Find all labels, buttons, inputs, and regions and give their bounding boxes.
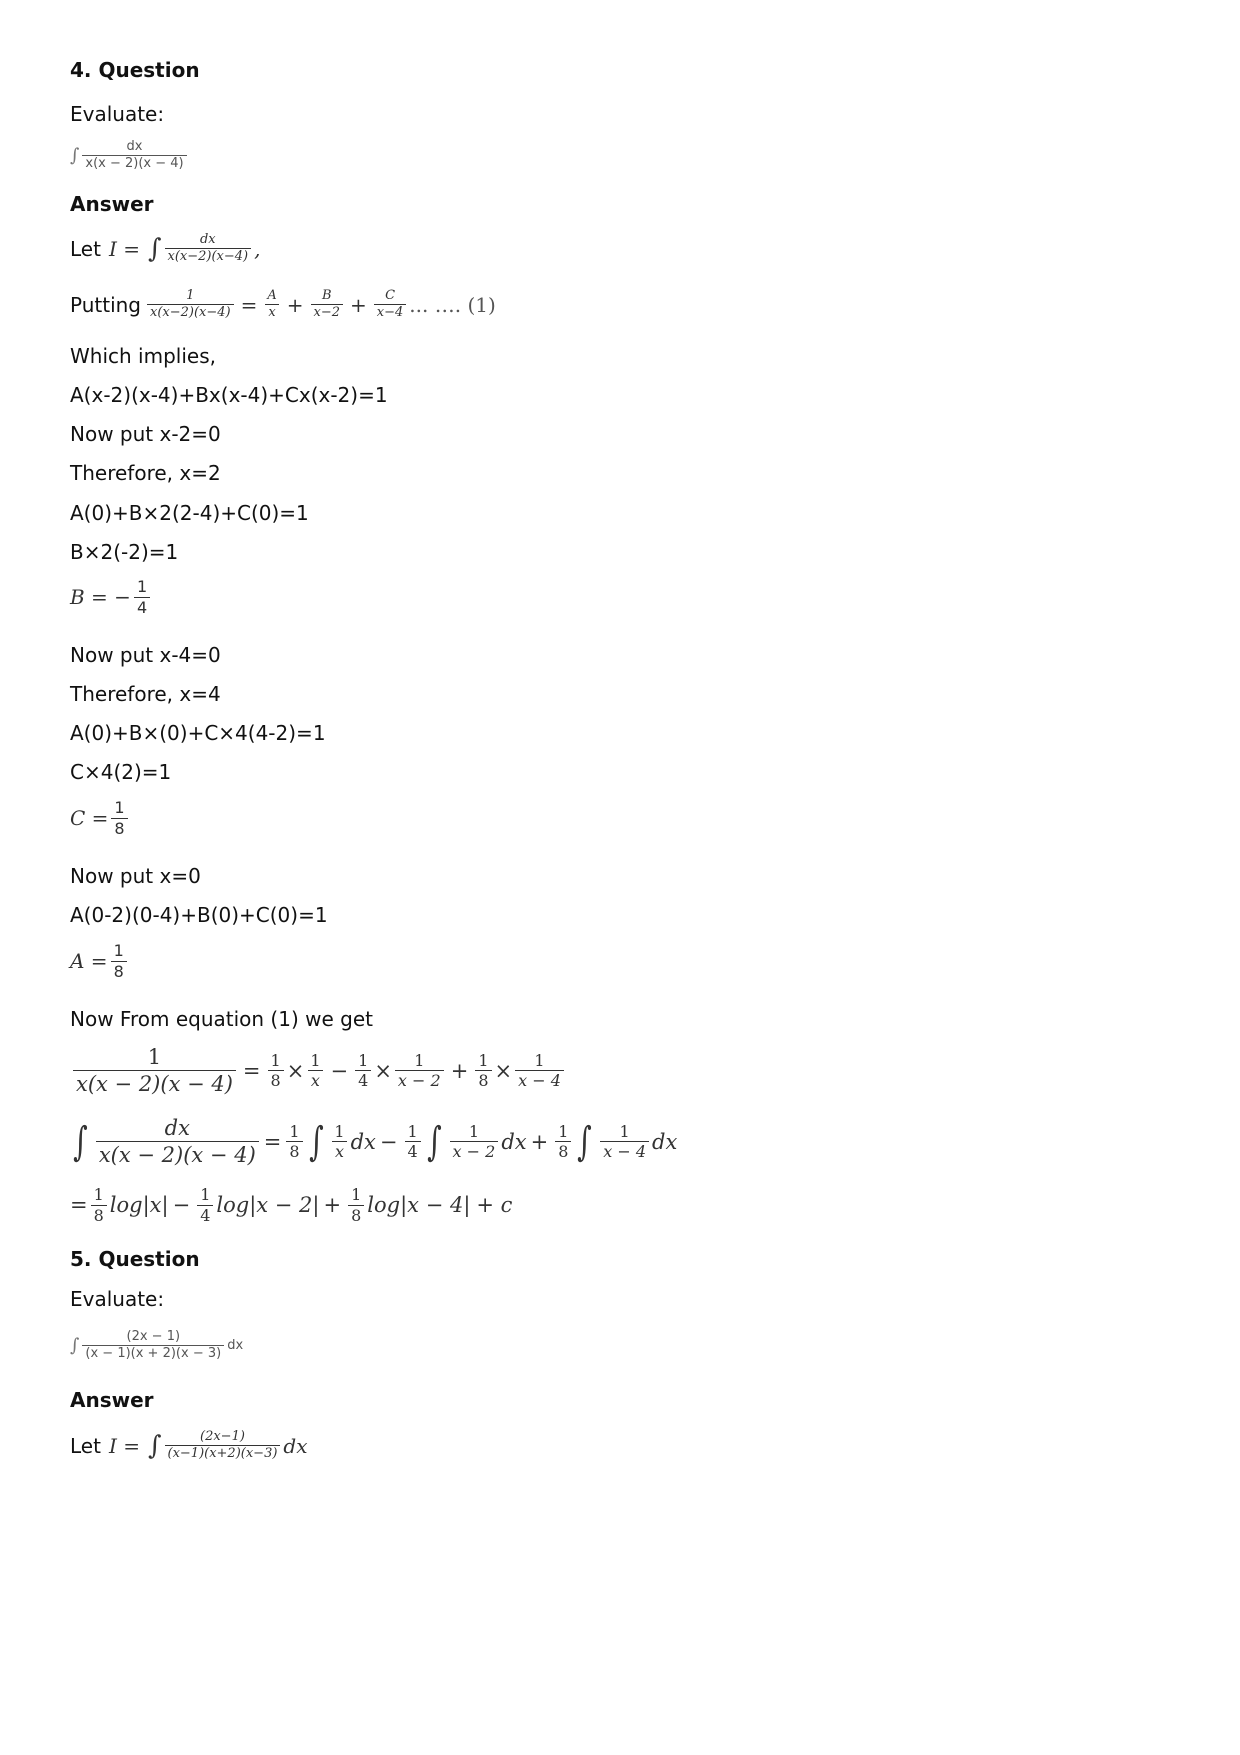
log-term: log|x − 4| bbox=[367, 1193, 471, 1218]
numerator: 1 bbox=[468, 1121, 480, 1141]
numerator: 1 bbox=[93, 1185, 104, 1204]
minus: − bbox=[379, 1130, 398, 1155]
integral-term-1 bbox=[331, 1123, 347, 1162]
numerator: C bbox=[385, 288, 396, 303]
numerator: 1 bbox=[200, 1185, 211, 1204]
numerator: 1 bbox=[186, 288, 195, 303]
denominator: x(x−2)(x−4) bbox=[165, 248, 252, 265]
equation-number: ... …. (1) bbox=[409, 293, 496, 318]
plus: + bbox=[323, 1193, 342, 1218]
therefore-line-2: Therefore, x=4 bbox=[70, 682, 221, 706]
a-lhs: A = bbox=[70, 949, 108, 974]
denominator: x − 2 bbox=[450, 1141, 499, 1161]
equals: = bbox=[70, 1193, 88, 1218]
simplify-line-1: B×2(-2)=1 bbox=[70, 540, 179, 564]
denominator: (x−1)(x+2)(x−3) bbox=[165, 1445, 281, 1462]
q4-putting-line bbox=[70, 289, 496, 321]
substitution-line-3: A(0-2)(0-4)+B(0)+C(0)=1 bbox=[70, 903, 328, 927]
let-lhs: I = bbox=[108, 237, 140, 262]
let-label: Let bbox=[70, 1434, 101, 1459]
plus: + bbox=[286, 293, 304, 318]
let-lhs: I = bbox=[108, 1434, 140, 1459]
denominator: 8 bbox=[111, 961, 127, 981]
b-result bbox=[70, 578, 153, 617]
numerator: 1 bbox=[136, 577, 148, 596]
put-line-1: Now put x-2=0 bbox=[70, 422, 221, 446]
b-lhs: B = − bbox=[70, 585, 131, 610]
integral-sign: ∫ bbox=[70, 145, 80, 167]
therefore-line-1: Therefore, x=2 bbox=[70, 461, 221, 485]
numerator: 1 bbox=[147, 1045, 162, 1069]
numerator: 1 bbox=[310, 1050, 321, 1070]
dx: dx bbox=[283, 1434, 308, 1459]
denominator: x(x − 2)(x − 4) bbox=[82, 155, 186, 172]
fraction-c bbox=[374, 289, 407, 321]
numerator: 1 bbox=[113, 941, 124, 960]
denominator: 8 bbox=[268, 1070, 284, 1090]
integral-term-3 bbox=[600, 1123, 649, 1162]
numerator: 1 bbox=[619, 1121, 630, 1141]
numerator: 1 bbox=[270, 1050, 281, 1070]
integral-sign: ∫ bbox=[577, 1119, 593, 1166]
numerator: (2x − 1) bbox=[126, 1329, 181, 1344]
integral-sign: ∫ bbox=[147, 1431, 162, 1462]
dx: dx bbox=[227, 1338, 244, 1354]
equals: = bbox=[263, 1130, 282, 1155]
equals: = bbox=[242, 1059, 261, 1084]
fraction-a bbox=[264, 289, 279, 321]
integral-equation bbox=[70, 1117, 677, 1167]
question-4-heading: 4. Question bbox=[70, 58, 200, 82]
times: × bbox=[286, 1059, 305, 1084]
numerator: 1 bbox=[414, 1050, 425, 1070]
numerator: 1 bbox=[558, 1121, 569, 1141]
denominator: 8 bbox=[111, 818, 127, 838]
final-result bbox=[70, 1186, 512, 1225]
numerator: 1 bbox=[407, 1121, 418, 1141]
b-fraction bbox=[134, 578, 150, 617]
denominator: 8 bbox=[348, 1205, 364, 1225]
put-line-2: Now put x-4=0 bbox=[70, 643, 221, 667]
integral-sign: ∫ bbox=[308, 1119, 324, 1166]
q4-integrand-fraction bbox=[82, 140, 186, 172]
q5-answer-heading: Answer bbox=[70, 1388, 154, 1412]
result-coef-3 bbox=[348, 1186, 364, 1225]
denominator: 4 bbox=[355, 1070, 371, 1090]
integral-sign: ∫ bbox=[147, 234, 162, 265]
integral-lhs bbox=[96, 1117, 259, 1167]
integral-sign: ∫ bbox=[426, 1119, 442, 1166]
denominator: x bbox=[308, 1070, 323, 1090]
identity-line: A(x-2)(x-4)+Bx(x-4)+Cx(x-2)=1 bbox=[70, 383, 388, 407]
denominator: x − 4 bbox=[600, 1141, 649, 1161]
let-label: Let bbox=[70, 237, 101, 262]
plus: + bbox=[530, 1130, 549, 1155]
numerator: dx bbox=[164, 1116, 190, 1140]
fraction-b bbox=[311, 289, 344, 321]
numerator: 1 bbox=[478, 1050, 489, 1070]
denominator: (x − 1)(x + 2)(x − 3) bbox=[82, 1345, 224, 1362]
q4-answer-heading: Answer bbox=[70, 192, 154, 216]
numerator: 1 bbox=[534, 1050, 545, 1070]
c-result bbox=[70, 799, 131, 838]
from-equation-line: Now From equation (1) we get bbox=[70, 1007, 373, 1031]
denominator: x − 4 bbox=[515, 1070, 564, 1090]
dx: dx bbox=[501, 1130, 527, 1155]
q5-prompt: Evaluate: bbox=[70, 1287, 165, 1311]
denominator: 8 bbox=[91, 1205, 107, 1225]
numerator: 1 bbox=[114, 798, 125, 817]
result-coef-2 bbox=[197, 1186, 213, 1225]
plus: + bbox=[350, 293, 367, 318]
put-line-3: Now put x=0 bbox=[70, 864, 201, 888]
numerator: dx bbox=[199, 232, 216, 247]
substitution-line-2: A(0)+B×(0)+C×4(4-2)=1 bbox=[70, 721, 326, 745]
substitution-line-1: A(0)+B×2(2-4)+C(0)=1 bbox=[70, 501, 309, 525]
numerator: 1 bbox=[289, 1121, 300, 1141]
let-tail: , bbox=[254, 237, 261, 262]
decomposition-equation bbox=[70, 1046, 567, 1096]
integral-coef-3 bbox=[555, 1123, 571, 1162]
log-term: log|x| bbox=[109, 1193, 169, 1218]
plus: + bbox=[450, 1059, 469, 1084]
denominator: x(x − 2)(x − 4) bbox=[96, 1141, 259, 1167]
numerator: 1 bbox=[358, 1050, 369, 1070]
let-fraction bbox=[165, 233, 252, 265]
constant: + c bbox=[476, 1193, 513, 1218]
decomp-coef-1 bbox=[268, 1052, 284, 1091]
numerator: 1 bbox=[334, 1121, 345, 1141]
numerator: dx bbox=[126, 139, 143, 154]
q4-integrand bbox=[70, 140, 190, 172]
times: × bbox=[374, 1059, 392, 1084]
denominator: x−4 bbox=[374, 304, 407, 321]
denominator: x − 2 bbox=[395, 1070, 444, 1090]
log-term: log|x − 2| bbox=[216, 1193, 320, 1218]
q5-integrand-fraction bbox=[82, 1330, 224, 1362]
integral-coef-2 bbox=[405, 1123, 421, 1162]
numerator: A bbox=[267, 288, 277, 303]
decomp-term-1 bbox=[307, 1052, 323, 1091]
c-lhs: C = bbox=[70, 806, 109, 831]
simplify-line-2: C×4(2)=1 bbox=[70, 760, 172, 784]
result-coef-1 bbox=[91, 1186, 107, 1225]
denominator: x(x−2)(x−4) bbox=[147, 304, 234, 321]
times: × bbox=[494, 1059, 513, 1084]
denominator: 8 bbox=[475, 1070, 491, 1090]
integral-sign: ∫ bbox=[73, 1119, 88, 1166]
denominator: x−2 bbox=[311, 304, 344, 321]
numerator: (2x−1) bbox=[200, 1429, 245, 1444]
denominator: 8 bbox=[555, 1141, 571, 1161]
minus: − bbox=[172, 1193, 191, 1218]
decomp-coef-3 bbox=[475, 1052, 491, 1091]
denominator: x bbox=[265, 304, 278, 321]
putting-fraction bbox=[147, 289, 234, 321]
numerator: 1 bbox=[351, 1185, 362, 1204]
q5-integrand bbox=[70, 1330, 243, 1362]
q4-prompt: Evaluate: bbox=[70, 102, 165, 126]
decomp-term-3 bbox=[515, 1052, 564, 1091]
integral-sign: ∫ bbox=[70, 1335, 80, 1357]
numerator: B bbox=[322, 288, 332, 303]
denominator: 4 bbox=[134, 597, 150, 617]
q4-let-line bbox=[70, 233, 260, 265]
decomp-term-2 bbox=[395, 1052, 444, 1091]
q5-let-fraction bbox=[165, 1430, 281, 1462]
a-result bbox=[70, 942, 130, 981]
denominator: 4 bbox=[405, 1141, 421, 1161]
equals: = bbox=[240, 293, 258, 318]
putting-label: Putting bbox=[70, 293, 141, 318]
q5-let-line bbox=[70, 1430, 308, 1462]
a-fraction bbox=[111, 942, 127, 981]
decomp-lhs bbox=[73, 1046, 236, 1096]
c-fraction bbox=[111, 799, 127, 838]
dx: dx bbox=[350, 1130, 376, 1155]
dx: dx bbox=[652, 1130, 678, 1155]
integral-coef-1 bbox=[286, 1123, 302, 1162]
decomp-coef-2 bbox=[355, 1052, 371, 1091]
which-implies: Which implies, bbox=[70, 344, 216, 368]
question-5-heading: 5. Question bbox=[70, 1247, 200, 1271]
minus: − bbox=[330, 1059, 349, 1084]
denominator: 8 bbox=[286, 1141, 302, 1161]
denominator: 4 bbox=[197, 1205, 213, 1225]
denominator: x bbox=[332, 1141, 347, 1161]
denominator: x(x − 2)(x − 4) bbox=[73, 1070, 236, 1096]
integral-term-2 bbox=[450, 1123, 499, 1162]
